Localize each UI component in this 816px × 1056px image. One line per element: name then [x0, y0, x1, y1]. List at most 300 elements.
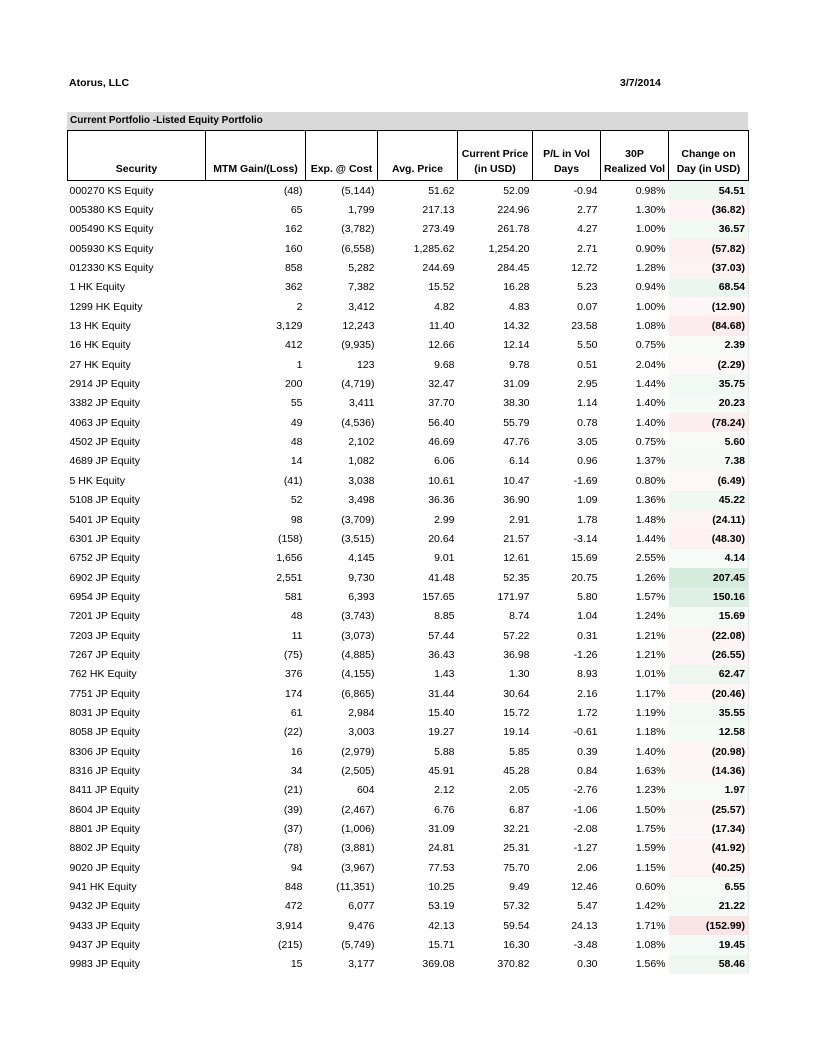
cell-change-on-day: 207.45: [669, 568, 749, 587]
cell-realized-vol: 1.21%: [635, 629, 666, 642]
cell-avg-price: 10.25: [428, 881, 455, 894]
cell-change-on-day: (12.90): [669, 297, 749, 316]
cell-realized-vol: 1.21%: [635, 648, 666, 661]
cell-exposure: (3,782): [341, 223, 375, 236]
cell-pl-vol-days: 5.47: [577, 900, 598, 913]
cell-security: 9437 JP Equity: [69, 939, 140, 952]
cell-realized-vol: 1.48%: [635, 513, 666, 526]
cell-avg-price: 273.49: [422, 223, 455, 236]
cell-avg-price: 15.40: [428, 706, 455, 719]
cell-realized-vol: 1.08%: [635, 320, 666, 333]
cell-current-price: 57.32: [503, 900, 530, 913]
cell-mtm: 1,656: [276, 552, 303, 565]
cell-exposure: 7,382: [348, 281, 375, 294]
cell-realized-vol: 1.28%: [635, 262, 666, 275]
cell-pl-vol-days: -3.14: [573, 532, 598, 545]
cell-change-on-day: (152.99): [669, 916, 749, 935]
cell-change-on-day: (20.98): [669, 742, 749, 761]
cell-avg-price: 31.09: [428, 823, 455, 836]
cell-realized-vol: 0.60%: [635, 881, 666, 894]
cell-exposure: (3,967): [341, 861, 375, 874]
cell-security: 5401 JP Equity: [69, 513, 140, 526]
cell-change-on-day: 62.47: [669, 665, 749, 684]
cell-security: 6752 JP Equity: [69, 552, 140, 565]
cell-realized-vol: 1.00%: [635, 300, 666, 313]
section-header-bar: [67, 112, 748, 130]
table-row: [68, 723, 749, 742]
cell-exposure: 9,476: [348, 919, 375, 932]
cell-change-on-day: (2.29): [669, 355, 749, 374]
cell-security: 9020 JP Equity: [69, 861, 140, 874]
cell-security: 1299 HK Equity: [69, 300, 143, 313]
cell-change-on-day: (57.82): [669, 239, 749, 258]
table-row: [68, 491, 749, 510]
cell-realized-vol: 1.63%: [635, 764, 666, 777]
cell-mtm: 61: [290, 706, 303, 719]
table-row: [68, 374, 749, 393]
cell-security: 1 HK Equity: [69, 281, 125, 294]
cell-exposure: 3,177: [348, 958, 375, 971]
table-row: [68, 742, 749, 761]
cell-current-price: 224.96: [497, 204, 530, 217]
cell-avg-price: 5.88: [434, 745, 455, 758]
cell-security: 5108 JP Equity: [69, 494, 140, 507]
cell-current-price: 19.14: [503, 726, 530, 739]
cell-mtm: 49: [290, 416, 303, 429]
cell-pl-vol-days: 1.72: [577, 706, 598, 719]
cell-change-on-day: 21.22: [669, 897, 749, 916]
cell-exposure: (9,935): [341, 339, 375, 352]
cell-pl-vol-days: 12.72: [571, 262, 598, 275]
cell-security: 012330 KS Equity: [69, 262, 154, 275]
cell-current-price: 16.28: [503, 281, 530, 294]
table-row: [68, 355, 749, 374]
cell-security: 005380 KS Equity: [69, 204, 154, 217]
cell-exposure: (6,558): [341, 242, 375, 255]
cell-current-price: 32.21: [503, 823, 530, 836]
cell-mtm: 15: [290, 958, 303, 971]
table-row: [68, 413, 749, 432]
cell-change-on-day: (22.08): [669, 626, 749, 645]
cell-exposure: (5,144): [341, 184, 375, 197]
cell-mtm: (39): [283, 803, 303, 816]
cell-mtm: 581: [284, 590, 303, 603]
cell-current-price: 16.30: [503, 939, 530, 952]
cell-realized-vol: 1.15%: [635, 861, 666, 874]
cell-security: 8801 JP Equity: [69, 823, 140, 836]
cell-current-price: 25.31: [503, 842, 530, 855]
cell-exposure: 3,411: [349, 397, 375, 410]
cell-mtm: 48: [290, 436, 303, 449]
table-row: [68, 336, 749, 355]
cell-pl-vol-days: -1.69: [573, 474, 598, 487]
cell-mtm: (215): [277, 939, 303, 952]
cell-current-price: 14.32: [503, 320, 530, 333]
cell-exposure: (3,743): [341, 610, 375, 623]
cell-change-on-day: (37.03): [669, 258, 749, 277]
table-row: [68, 432, 749, 451]
table-row: [68, 703, 749, 722]
table-row: [68, 220, 749, 239]
table-row: [68, 897, 749, 916]
table-row: [68, 452, 749, 471]
cell-security: 13 HK Equity: [69, 320, 131, 333]
table-row: [68, 278, 749, 297]
cell-mtm: (22): [283, 726, 303, 739]
cell-avg-price: 1.43: [434, 668, 455, 681]
cell-mtm: 65: [290, 204, 303, 217]
cell-security: 5 HK Equity: [69, 474, 125, 487]
cell-avg-price: 4.82: [434, 300, 455, 313]
table-row: [68, 935, 749, 954]
cell-realized-vol: 1.44%: [635, 532, 666, 545]
cell-change-on-day: 12.58: [669, 723, 749, 742]
col-header-current-price: Current Price (in USD): [458, 131, 533, 181]
cell-change-on-day: 45.22: [669, 491, 749, 510]
cell-current-price: 38.30: [503, 397, 530, 410]
cell-pl-vol-days: 0.84: [577, 764, 598, 777]
cell-security: 000270 KS Equity: [69, 184, 154, 197]
table-row: [68, 587, 749, 606]
cell-security: 7751 JP Equity: [69, 687, 140, 700]
cell-avg-price: 217.13: [422, 204, 455, 217]
cell-change-on-day: (14.36): [669, 761, 749, 780]
col-header-pl-vol-days: P/L in Vol Days: [533, 131, 601, 181]
cell-mtm: (41): [283, 474, 303, 487]
cell-avg-price: 57.44: [428, 629, 455, 642]
cell-avg-price: 157.65: [422, 590, 455, 603]
cell-security: 6301 JP Equity: [69, 532, 140, 545]
cell-exposure: 2,102: [348, 436, 375, 449]
cell-mtm: 48: [290, 610, 303, 623]
cell-pl-vol-days: 20.75: [571, 571, 598, 584]
cell-mtm: 16: [290, 745, 303, 758]
cell-avg-price: 11.40: [429, 320, 455, 333]
cell-pl-vol-days: 0.96: [577, 455, 598, 468]
cell-current-price: 12.61: [503, 552, 530, 565]
cell-current-price: 52.35: [503, 571, 530, 584]
cell-change-on-day: 68.54: [669, 278, 749, 297]
cell-mtm: 362: [284, 281, 303, 294]
cell-pl-vol-days: 1.14: [577, 397, 598, 410]
cell-change-on-day: 36.57: [669, 220, 749, 239]
cell-mtm: (75): [283, 648, 303, 661]
cell-change-on-day: (20.46): [669, 684, 749, 703]
cell-change-on-day: 20.23: [669, 394, 749, 413]
cell-realized-vol: 1.19%: [635, 706, 666, 719]
cell-avg-price: 9.68: [434, 358, 455, 371]
cell-avg-price: 12.66: [428, 339, 455, 352]
cell-change-on-day: 4.14: [669, 549, 749, 568]
cell-avg-price: 15.71: [428, 939, 455, 952]
cell-current-price: 15.72: [503, 706, 530, 719]
table-row: [68, 297, 749, 316]
cell-mtm: (78): [283, 842, 303, 855]
cell-current-price: 8.74: [509, 610, 530, 623]
cell-exposure: (3,881): [341, 842, 375, 855]
cell-pl-vol-days: -0.94: [573, 184, 598, 197]
table-row: [68, 916, 749, 935]
cell-current-price: 4.83: [509, 300, 530, 313]
cell-pl-vol-days: 24.13: [571, 919, 598, 932]
cell-realized-vol: 2.55%: [635, 552, 666, 565]
cell-security: 7267 JP Equity: [69, 648, 140, 661]
cell-pl-vol-days: -2.76: [573, 784, 598, 797]
cell-security: 7201 JP Equity: [69, 610, 140, 623]
cell-current-price: 45.28: [503, 764, 530, 777]
portfolio-table: [67, 130, 749, 974]
report-date: 3/7/2014: [620, 77, 661, 89]
cell-security: 8316 JP Equity: [69, 764, 140, 777]
cell-pl-vol-days: 12.46: [571, 881, 598, 894]
cell-avg-price: 1,285.62: [413, 242, 455, 255]
cell-current-price: 55.79: [503, 416, 530, 429]
table-row: [68, 568, 749, 587]
cell-change-on-day: 6.55: [669, 877, 749, 896]
cell-security: 8411 JP Equity: [69, 784, 140, 797]
cell-mtm: 11: [291, 629, 303, 642]
cell-realized-vol: 1.71%: [635, 919, 666, 932]
cell-change-on-day: 58.46: [669, 955, 749, 974]
cell-avg-price: 2.99: [434, 513, 455, 526]
col-header-change-on-day: Change on Day (in USD): [669, 131, 749, 181]
cell-avg-price: 8.85: [434, 610, 455, 623]
cell-current-price: 6.14: [509, 455, 530, 468]
cell-exposure: (6,865): [341, 687, 375, 700]
cell-current-price: 10.47: [503, 474, 530, 487]
cell-change-on-day: 54.51: [669, 181, 749, 201]
cell-pl-vol-days: 0.78: [577, 416, 598, 429]
cell-change-on-day: (26.55): [669, 645, 749, 664]
cell-exposure: 12,243: [342, 320, 375, 333]
cell-avg-price: 41.48: [428, 571, 455, 584]
cell-realized-vol: 1.18%: [635, 726, 666, 739]
cell-exposure: (3,709): [341, 513, 375, 526]
cell-realized-vol: 2.04%: [635, 358, 666, 371]
cell-pl-vol-days: 5.50: [577, 339, 598, 352]
cell-realized-vol: 1.17%: [635, 687, 666, 700]
cell-realized-vol: 1.23%: [635, 784, 666, 797]
table-row: [68, 316, 749, 335]
cell-change-on-day: (24.11): [669, 510, 749, 529]
col-header-exposure: Exp. @ Cost: [306, 131, 378, 181]
cell-mtm: (21): [283, 784, 303, 797]
cell-exposure: (2,979): [341, 745, 375, 758]
cell-pl-vol-days: 3.05: [577, 436, 598, 449]
cell-current-price: 57.22: [503, 629, 530, 642]
cell-pl-vol-days: 5.23: [577, 281, 598, 294]
cell-realized-vol: 1.50%: [635, 803, 666, 816]
table-row: [68, 684, 749, 703]
cell-security: 2914 JP Equity: [69, 378, 140, 391]
cell-avg-price: 56.40: [428, 416, 455, 429]
cell-current-price: 12.14: [503, 339, 530, 352]
cell-pl-vol-days: 0.51: [577, 358, 598, 371]
cell-mtm: 160: [284, 242, 303, 255]
cell-pl-vol-days: -3.48: [573, 939, 598, 952]
cell-pl-vol-days: 5.80: [577, 590, 598, 603]
cell-mtm: 376: [284, 668, 303, 681]
cell-current-price: 9.49: [509, 881, 530, 894]
cell-exposure: 4,145: [348, 552, 375, 565]
cell-current-price: 2.91: [509, 513, 530, 526]
cell-mtm: 848: [284, 881, 303, 894]
cell-pl-vol-days: 2.95: [577, 378, 598, 391]
cell-mtm: 3,129: [276, 320, 303, 333]
cell-mtm: 472: [284, 900, 303, 913]
cell-change-on-day: 15.69: [669, 607, 749, 626]
cell-mtm: (37): [283, 823, 303, 836]
table-row: [68, 181, 749, 201]
cell-realized-vol: 1.59%: [635, 842, 666, 855]
cell-exposure: (1,006): [341, 823, 375, 836]
cell-change-on-day: 150.16: [669, 587, 749, 606]
cell-exposure: (3,515): [341, 532, 375, 545]
table-row: [68, 761, 749, 780]
cell-avg-price: 37.70: [428, 397, 455, 410]
cell-realized-vol: 0.94%: [635, 281, 666, 294]
table-row: [68, 877, 749, 896]
cell-exposure: 1,799: [348, 204, 375, 217]
cell-avg-price: 19.27: [428, 726, 455, 739]
cell-current-price: 370.82: [497, 958, 530, 971]
cell-pl-vol-days: -1.27: [573, 842, 598, 855]
cell-security: 6902 JP Equity: [69, 571, 140, 584]
cell-current-price: 5.85: [509, 745, 530, 758]
cell-exposure: 3,498: [348, 494, 375, 507]
cell-realized-vol: 1.37%: [635, 455, 666, 468]
cell-pl-vol-days: 2.71: [577, 242, 598, 255]
cell-pl-vol-days: 2.16: [577, 687, 598, 700]
cell-pl-vol-days: 1.04: [577, 610, 598, 623]
cell-realized-vol: 0.90%: [635, 242, 666, 255]
cell-change-on-day: (78.24): [669, 413, 749, 432]
cell-realized-vol: 0.75%: [635, 436, 666, 449]
cell-pl-vol-days: 8.93: [577, 668, 598, 681]
cell-exposure: 3,038: [348, 474, 375, 487]
cell-current-price: 9.78: [509, 358, 530, 371]
cell-pl-vol-days: 23.58: [571, 320, 598, 333]
cell-exposure: (4,536): [341, 416, 375, 429]
cell-security: 941 HK Equity: [69, 881, 137, 894]
table-row: [68, 510, 749, 529]
cell-realized-vol: 1.01%: [635, 668, 666, 681]
cell-mtm: 3,914: [276, 919, 303, 932]
cell-current-price: 75.70: [503, 861, 530, 874]
table-row: [68, 471, 749, 490]
cell-pl-vol-days: 0.39: [577, 745, 598, 758]
cell-exposure: 5,282: [348, 262, 375, 275]
cell-avg-price: 369.08: [422, 958, 455, 971]
cell-change-on-day: 7.38: [669, 452, 749, 471]
table-row: [68, 549, 749, 568]
cell-current-price: 47.76: [503, 436, 530, 449]
cell-current-price: 6.87: [509, 803, 530, 816]
cell-mtm: 2,551: [276, 571, 303, 584]
cell-exposure: 9,730: [348, 571, 375, 584]
table-row: [68, 607, 749, 626]
cell-pl-vol-days: -0.61: [573, 726, 598, 739]
col-header-mtm: MTM Gain/(Loss): [206, 131, 306, 181]
cell-pl-vol-days: 15.69: [571, 552, 598, 565]
cell-change-on-day: (48.30): [669, 529, 749, 548]
cell-current-price: 261.78: [497, 223, 530, 236]
cell-realized-vol: 1.30%: [635, 204, 666, 217]
cell-realized-vol: 1.42%: [635, 900, 666, 913]
cell-exposure: (4,885): [341, 648, 375, 661]
col-header-security: Security: [68, 131, 206, 181]
cell-mtm: 200: [284, 378, 303, 391]
cell-change-on-day: (41.92): [669, 839, 749, 858]
cell-security: 16 HK Equity: [69, 339, 131, 352]
cell-avg-price: 2.12: [434, 784, 455, 797]
cell-realized-vol: 1.00%: [635, 223, 666, 236]
cell-mtm: 34: [290, 764, 303, 777]
cell-security: 9433 JP Equity: [69, 919, 140, 932]
cell-exposure: 6,393: [348, 590, 375, 603]
cell-exposure: (3,073): [341, 629, 375, 642]
table-row: [68, 394, 749, 413]
cell-mtm: (48): [283, 184, 303, 197]
cell-pl-vol-days: 4.27: [577, 223, 598, 236]
table-row: [68, 529, 749, 548]
cell-mtm: (158): [277, 532, 303, 545]
table-row: [68, 258, 749, 277]
cell-realized-vol: 0.75%: [635, 339, 666, 352]
cell-pl-vol-days: 0.07: [577, 300, 598, 313]
cell-exposure: (5,749): [341, 939, 375, 952]
cell-exposure: (4,155): [341, 668, 375, 681]
table-row: [68, 239, 749, 258]
table-row: [68, 645, 749, 664]
cell-current-price: 30.64: [503, 687, 530, 700]
cell-mtm: 412: [284, 339, 303, 352]
cell-current-price: 59.54: [503, 919, 530, 932]
cell-pl-vol-days: 1.78: [577, 513, 598, 526]
cell-current-price: 36.98: [503, 648, 530, 661]
cell-pl-vol-days: 1.09: [577, 494, 598, 507]
cell-avg-price: 46.69: [428, 436, 455, 449]
cell-current-price: 1,254.20: [488, 242, 530, 255]
cell-realized-vol: 1.40%: [635, 745, 666, 758]
cell-realized-vol: 1.40%: [635, 397, 666, 410]
cell-pl-vol-days: 2.77: [577, 204, 598, 217]
cell-change-on-day: (84.68): [669, 316, 749, 335]
cell-realized-vol: 1.26%: [635, 571, 666, 584]
cell-avg-price: 45.91: [428, 764, 455, 777]
cell-realized-vol: 1.36%: [635, 494, 666, 507]
cell-pl-vol-days: 0.31: [577, 629, 598, 642]
cell-security: 8802 JP Equity: [69, 842, 140, 855]
cell-realized-vol: 1.24%: [635, 610, 666, 623]
cell-security: 8306 JP Equity: [69, 745, 140, 758]
cell-avg-price: 9.01: [434, 552, 455, 565]
cell-avg-price: 36.36: [428, 494, 455, 507]
cell-mtm: 98: [290, 513, 303, 526]
cell-security: 005930 KS Equity: [69, 242, 154, 255]
cell-change-on-day: 5.60: [669, 432, 749, 451]
cell-realized-vol: 1.75%: [635, 823, 666, 836]
cell-current-price: 21.57: [503, 532, 530, 545]
section-title: Current Portfolio -Listed Equity Portfolio: [70, 115, 263, 126]
col-header-realized-vol: 30P Realized Vol: [601, 131, 669, 181]
cell-current-price: 2.05: [509, 784, 530, 797]
cell-current-price: 36.90: [503, 494, 530, 507]
cell-pl-vol-days: 0.30: [577, 958, 598, 971]
cell-avg-price: 6.76: [434, 803, 455, 816]
cell-pl-vol-days: -1.26: [573, 648, 598, 661]
cell-change-on-day: 1.97: [669, 781, 749, 800]
